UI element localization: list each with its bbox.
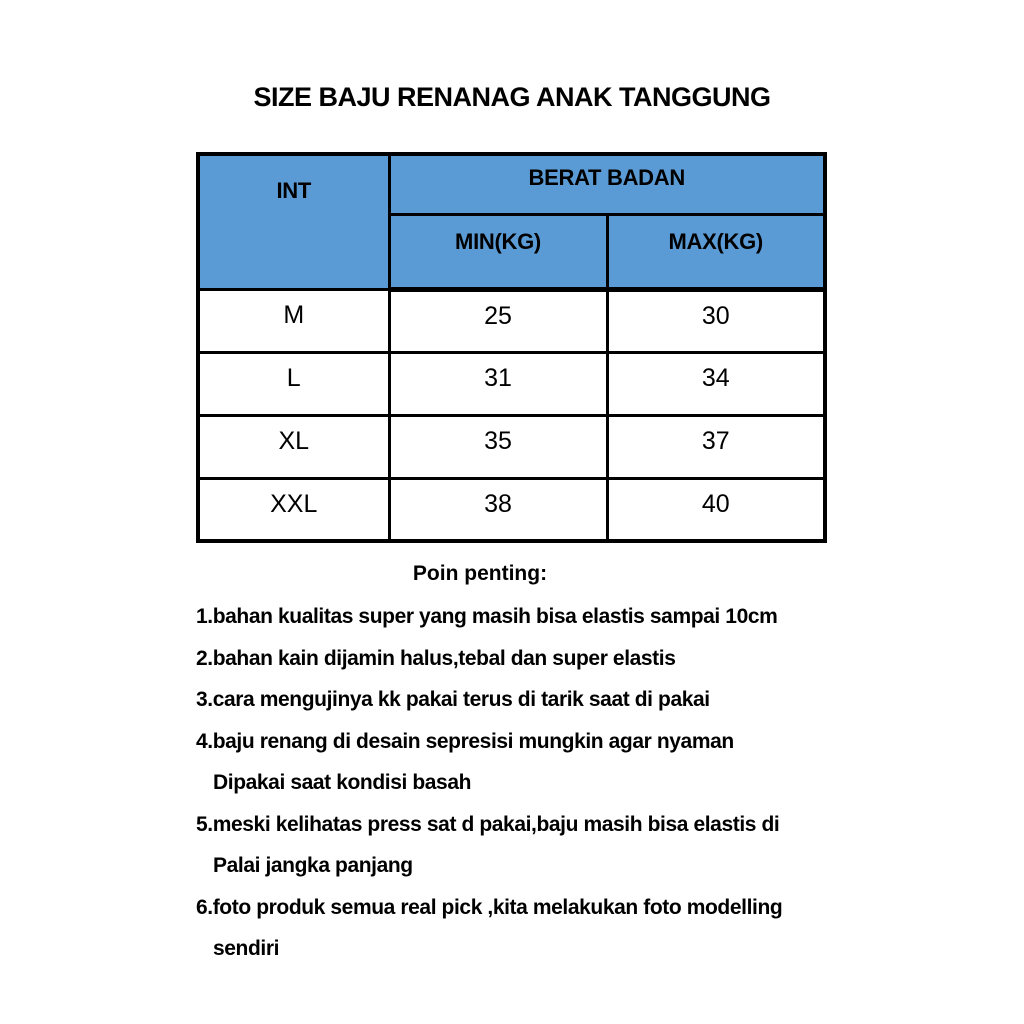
size-cell: M xyxy=(198,289,389,352)
table-header-max-kg: MAX(KG) xyxy=(607,214,825,289)
table-header-int: INT xyxy=(198,154,389,289)
table-row xyxy=(198,478,825,541)
size-cell: XXL xyxy=(198,478,389,541)
max-value-cell: 34 xyxy=(607,352,825,415)
size-cell: L xyxy=(198,352,389,415)
size-cell: XL xyxy=(198,415,389,478)
min-value-cell: 31 xyxy=(389,352,607,415)
size-table-body xyxy=(198,289,825,541)
max-value-cell: 40 xyxy=(607,478,825,541)
max-value-cell: 30 xyxy=(607,289,825,352)
size-table-header xyxy=(198,154,825,289)
note-line: 6.foto produk semua real pick ,kita melakukan foto modelling xyxy=(196,895,783,919)
table-row xyxy=(198,289,825,352)
min-value-cell: 38 xyxy=(389,478,607,541)
min-value-cell: 25 xyxy=(389,289,607,352)
table-row xyxy=(198,352,825,415)
note-line: Palai jangka panjang xyxy=(213,854,413,877)
notes-list xyxy=(196,596,876,970)
note-line: 2.bahan kain dijamin halus,tebal dan super elastis xyxy=(196,646,676,670)
note-line: 1.bahan kualitas super yang masih bisa elastis sampai 10cm xyxy=(196,605,778,628)
page-title: SIZE BAJU RENANAG ANAK TANGGUNG xyxy=(253,82,771,112)
note-line: 5.meski kelihatas press sat d pakai,baju masih bisa elastis di xyxy=(196,812,780,836)
note-line: sendiri xyxy=(213,937,280,960)
table-row xyxy=(198,415,825,478)
note-line: 3.cara mengujinya kk pakai terus di tarik saat di pakai xyxy=(196,688,710,711)
notes-heading: Poin penting: xyxy=(412,562,548,585)
size-table xyxy=(196,152,827,543)
note-line: Dipakai saat kondisi basah xyxy=(213,771,472,794)
max-value-cell: 37 xyxy=(607,415,825,478)
table-header-min-kg: MIN(KG) xyxy=(389,214,607,289)
table-header-berat-badan: BERAT BADAN xyxy=(389,154,825,214)
note-line: 4.baju renang di desain sepresisi mungkin agar nyaman xyxy=(196,729,734,753)
min-value-cell: 35 xyxy=(389,415,607,478)
